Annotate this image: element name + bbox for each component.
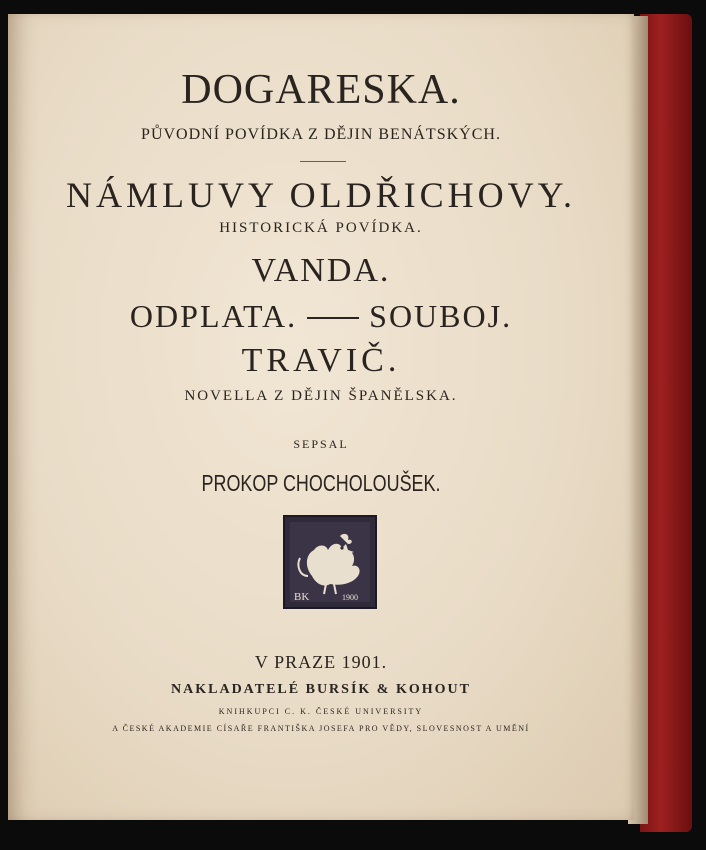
bookseller-line-1: KNIHKUPCI C. K. ČESKÉ UNIVERSITY <box>218 707 424 716</box>
emblem-monogram: BK <box>294 591 310 603</box>
fourth-title-b: SOUBOJ. <box>369 298 513 334</box>
fourth-title-row <box>8 298 634 335</box>
author-name: PROKOP CHOCHOLOUŠEK. <box>201 470 441 496</box>
fourth-title-a: ODPLATA. <box>129 298 298 334</box>
dash-separator <box>297 298 369 335</box>
third-title: VANDA. <box>251 252 391 289</box>
fifth-title: TRAVIČ. <box>241 342 401 379</box>
place-and-year: V PRAZE 1901. <box>254 652 388 672</box>
emblem-year: 1900 <box>342 593 358 602</box>
divider-rule <box>300 161 346 162</box>
written-by-label: SEPSAL <box>293 437 349 451</box>
book-subtitle: PŮVODNÍ POVÍDKA Z DĚJIN BENÁTSKÝCH. <box>141 126 501 143</box>
second-title: NÁMLUVY OLDŘICHOVY. <box>65 175 576 215</box>
fifth-subtitle: NOVELLA Z DĚJIN ŠPANĚLSKA. <box>184 388 458 404</box>
book-title: DOGARESKA. <box>181 67 461 113</box>
publisher-name: NAKLADATELÉ BURSÍK & KOHOUT <box>171 682 471 697</box>
bookseller-line-2: A ČESKÉ AKADEMIE CÍSAŘE FRANTIŠKA JOSEFA PRO VĚDY, SLOVESNOST A UMĚNÍ <box>112 724 530 733</box>
rooster-emblem-icon <box>282 514 378 610</box>
second-subtitle: HISTORICKÁ POVÍDKA. <box>219 220 423 236</box>
title-page <box>8 14 634 820</box>
